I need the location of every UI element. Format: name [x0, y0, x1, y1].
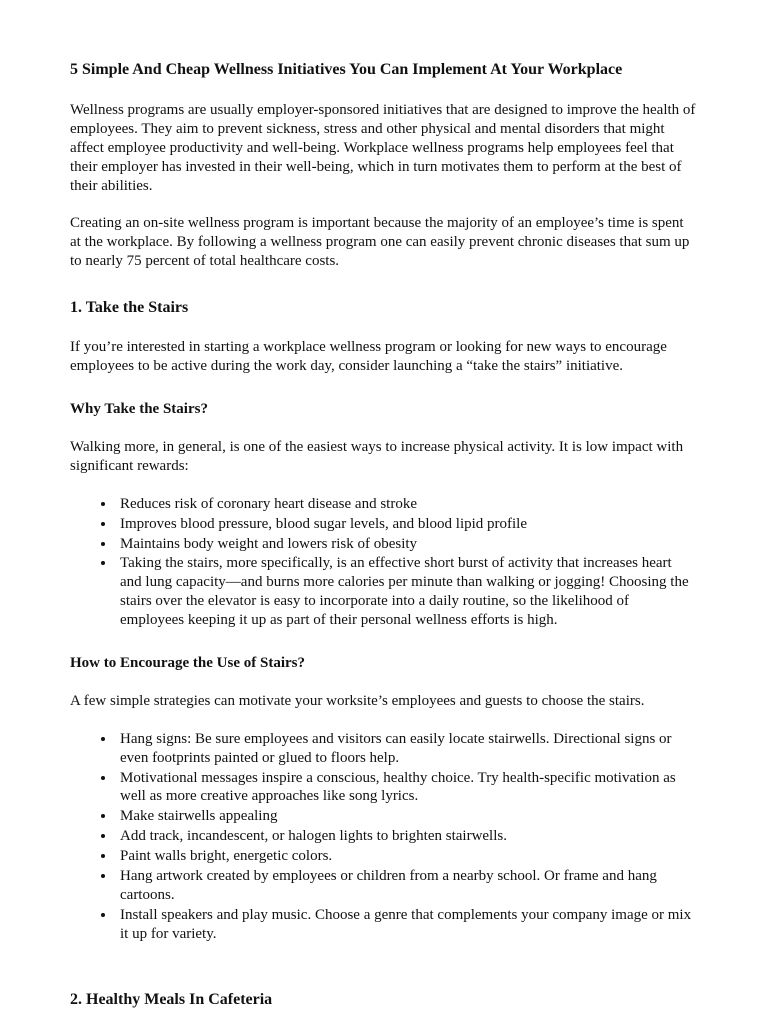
bullet-item: • Maintains body weight and lowers risk of obesity [116, 535, 696, 554]
bullet-item: • Reduces risk of coronary heart disease and stroke [116, 495, 696, 514]
bullet-item: • Make stairwells appealing [116, 807, 696, 826]
how-encourage-intro: A few simple strategies can motivate your worksite’s employees and guests to choose the stairs. [70, 692, 645, 709]
bullet-item: • Add track, incandescent, or halogen lights to brighten stairwells. [116, 827, 696, 846]
bullet-item: • Motivational messages inspire a conscious, healthy choice. Try health-specific motivation as well as more creative approaches like song lyrics. [116, 769, 696, 807]
why-take-stairs-heading: Why Take the Stairs? [70, 401, 208, 418]
section-1-heading: 1. Take the Stairs [70, 299, 189, 317]
intro-paragraph-2: Creating an on-site wellness program is important because the majority of an employee’s time is spent at the workplace. By following a wellness program one can easily prevent chronic diseases that sum up to nearly 75 percent of total healthcare costs. [70, 215, 690, 270]
bullet-item: • Hang artwork created by employees or children from a nearby school. Or frame and hang cartoons. [116, 867, 696, 905]
intro-paragraph-1: Wellness programs are usually employer-sponsored initiatives that are designed to improve the health of employees. They aim to prevent sickness, stress and other physical and mental disorders that might affect employee productivity and well-being. Workplace wellness programs help employees feel that their employer has invested in their well-being, which in turn motivates them to perform at the best of their abilities. [70, 102, 696, 194]
page-title: 5 Simple And Cheap Wellness Initiatives You Can Implement At Your Workplace [70, 61, 623, 78]
section-2-heading: 2. Healthy Meals In Cafeteria [70, 990, 273, 1008]
why-bullet-list [70, 495, 696, 630]
bullet-item: • Paint walls bright, energetic colors. [116, 847, 696, 866]
how-bullet-list [70, 730, 696, 944]
bullet-item: • Improves blood pressure, blood sugar levels, and blood lipid profile [116, 515, 696, 534]
bullet-item: • Install speakers and play music. Choose a genre that complements your company image or mix it up for variety. [116, 906, 696, 944]
how-encourage-heading: How to Encourage the Use of Stairs? [70, 654, 305, 671]
bullet-item: • Hang signs: Be sure employees and visitors can easily locate stairwells. Directional signs or even footprints painted or glued to floors help. [116, 730, 696, 768]
section-1-intro: If you’re interested in starting a workplace wellness program or looking for new ways to encourage employees to be active during the work day, consider launching a “take the stairs” initiative. [70, 339, 667, 375]
bullet-item: • Taking the stairs, more specifically, is an effective short burst of activity that increases heart and lung capacity—and burns more calories per minute than walking or jogging! Choosing the stairs over the elevator is easy to incorporate into a daily routine, so the likelihood of employees keeping it up as part of their personal wellness efforts is high. [116, 554, 696, 630]
why-take-stairs-intro: Walking more, in general, is one of the easiest ways to increase physical activity. It is low impact with significant rewards: [70, 438, 684, 474]
